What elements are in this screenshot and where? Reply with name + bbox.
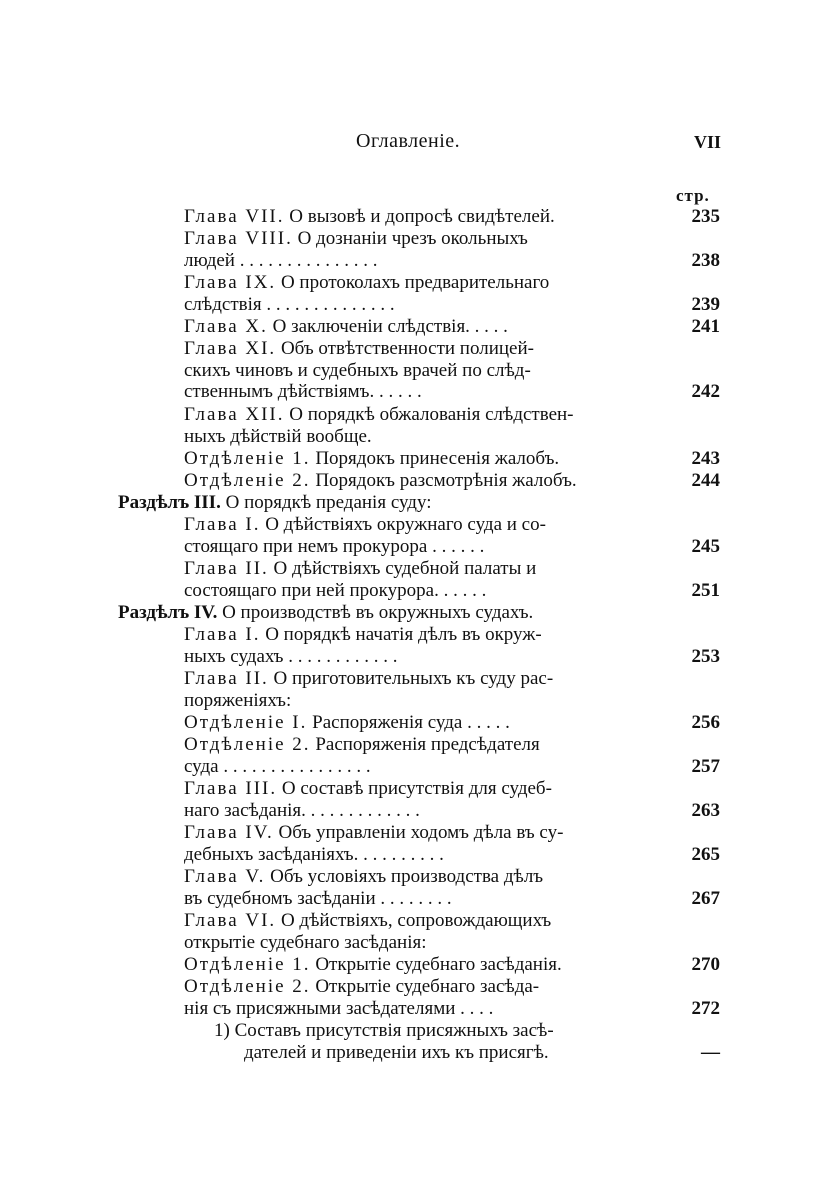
toc-entry-label: Глава VI. — [184, 910, 277, 931]
toc-page-number: 253 — [691, 646, 720, 667]
toc-page-number: 245 — [691, 536, 720, 557]
toc-entry-label: Глава V. — [184, 866, 266, 887]
toc-entry-text: Распоряженія суда . . . . . — [312, 712, 510, 733]
toc-entry-text: Объ условіяхъ производства дѣлъ — [270, 866, 544, 887]
toc-entry-label: Отдѣленіе 1. — [184, 448, 311, 469]
toc-entry-text: состоящаго при ней прокурора. . . . . . — [184, 579, 487, 601]
toc-entry — [184, 404, 574, 447]
toc-entry-label: Раздѣлъ III. — [118, 492, 221, 513]
toc-entry-text: Порядокъ принесенія жалобъ. — [315, 448, 560, 469]
toc-page-number: 272 — [691, 998, 720, 1019]
toc-entry-text: Порядокъ разсмотрѣнія жалобъ. — [315, 470, 577, 491]
toc-page-number: 238 — [691, 250, 720, 271]
toc-entry-text: открытіе судебнаго засѣданія: — [184, 931, 427, 953]
toc-entry-text: Объ управленіи ходомъ дѣла въ су- — [278, 822, 564, 843]
toc-entry — [184, 470, 577, 492]
toc-entry — [184, 316, 508, 338]
toc-entry-text: О порядкѣ обжалованія слѣдствен- — [289, 404, 574, 425]
toc-entry-text: нія съ присяжными засѣдателями . . . . — [184, 997, 494, 1019]
toc-entry-text: О дознаніи чрезъ окольныхъ — [297, 228, 528, 249]
toc-entry-label: Отдѣленіе 2. — [184, 734, 311, 755]
toc-entry-text: дателей и приведеніи ихъ къ присягѣ. — [244, 1041, 549, 1063]
toc-entry-text: О вызовѣ и допросѣ свидѣтелей. — [289, 206, 555, 227]
toc-entry-text: О порядкѣ начатія дѣлъ въ окруж- — [265, 624, 542, 645]
toc-entry-label: Отдѣленіе I. — [184, 712, 308, 733]
toc-entry-text: О приготовительныхъ къ суду рас- — [273, 668, 554, 689]
toc-entry — [184, 712, 510, 734]
toc-entry-text: О порядкѣ преданія суду: — [225, 492, 432, 513]
page-title: Оглавленіе. — [356, 130, 461, 152]
toc-entry — [184, 910, 551, 953]
toc-page-number: 235 — [691, 206, 720, 227]
toc-entry — [184, 624, 542, 667]
toc-page-number: 265 — [691, 844, 720, 865]
toc-page-number: 263 — [691, 800, 720, 821]
toc-entry — [118, 492, 432, 514]
toc-entry-text: суда . . . . . . . . . . . . . . . . — [184, 755, 371, 777]
toc-entry — [118, 602, 533, 624]
toc-entry — [184, 558, 536, 601]
page-number-roman: VII — [694, 132, 722, 152]
page-column-label: стр. — [676, 186, 710, 205]
toc-page-number: 242 — [691, 381, 720, 402]
toc-entry-text: наго засѣданія. . . . . . . . . . . . . — [184, 799, 420, 821]
toc-entry-text: ныхъ дѣйствій вообще. — [184, 425, 372, 447]
toc-page-number: 270 — [691, 954, 720, 975]
toc-entry-text: поряженіяхъ: — [184, 689, 292, 711]
toc-entry-text: стоящаго при немъ прокурора . . . . . . — [184, 535, 485, 557]
toc-page-number: 257 — [691, 756, 720, 777]
toc-entry — [184, 778, 552, 821]
toc-entry — [184, 338, 534, 403]
toc-entry-label: Глава XI. — [184, 338, 277, 359]
toc-entry-text: слѣдствія . . . . . . . . . . . . . . — [184, 293, 395, 315]
toc-entry — [184, 206, 555, 228]
toc-entry-text: дебныхъ засѣданіяхъ. . . . . . . . . . — [184, 843, 444, 865]
toc-entry — [184, 954, 562, 976]
toc-entry-label: Отдѣленіе 2. — [184, 976, 311, 997]
toc-entry-label: 1) — [214, 1020, 230, 1041]
toc-entry-text: О заключеніи слѣдствія. . . . . — [272, 316, 508, 337]
toc-entry-text: Распоряженія предсѣдателя — [315, 734, 540, 755]
toc-entry-text: ныхъ судахъ . . . . . . . . . . . . — [184, 645, 398, 667]
toc-entry-text: О дѣйствіяхъ, сопровождающихъ — [280, 910, 552, 931]
toc-entry — [184, 668, 553, 711]
toc-entry — [184, 866, 543, 909]
toc-page-number: 251 — [691, 580, 720, 601]
toc-entry — [184, 228, 528, 271]
toc-entry — [184, 272, 549, 315]
toc-entry — [184, 734, 540, 777]
toc-entry-text: О производствѣ въ окружныхъ судахъ. — [222, 602, 534, 623]
toc-entry-text: Объ отвѣтственности полицей- — [280, 338, 534, 359]
toc-page-number: 239 — [691, 294, 720, 315]
toc-entry-label: Раздѣлъ IV. — [118, 602, 218, 623]
toc-entry — [184, 822, 563, 865]
toc-entry-text: О составѣ присутствія для судеб- — [281, 778, 552, 799]
toc-entry-label: Глава IV. — [184, 822, 274, 843]
toc-page-number: — — [701, 1042, 720, 1063]
toc-entry-text: Составъ присутствія присяжныхъ засѣ- — [234, 1020, 554, 1041]
toc-entry-text: ственнымъ дѣйствіямъ. . . . . . — [184, 381, 422, 402]
toc-entry — [184, 448, 559, 470]
toc-entry-text: О протоколахъ предварительнаго — [280, 272, 550, 293]
toc-entry — [214, 1020, 554, 1063]
toc-entry-text: Открытіе судебнаго засѣда- — [315, 976, 540, 997]
toc-entry-label: Глава II. — [184, 558, 269, 579]
toc-entry-label: Глава VIII. — [184, 228, 293, 249]
toc-page-number: 243 — [691, 448, 720, 469]
toc-entry-label: Глава III. — [184, 778, 278, 799]
toc-entry — [184, 976, 539, 1019]
toc-entry-text: въ судебномъ засѣданіи . . . . . . . . — [184, 887, 452, 909]
toc-entry-text: людей . . . . . . . . . . . . . . . — [184, 249, 378, 271]
toc-entry-label: Глава XII. — [184, 404, 285, 425]
toc-entry-text: Открытіе судебнаго засѣданія. — [315, 954, 562, 975]
toc-entry-label: Отдѣленіе 2. — [184, 470, 311, 491]
toc-entry-label: Глава X. — [184, 316, 268, 337]
toc-entry-label: Глава II. — [184, 668, 269, 689]
toc-page-number: 267 — [691, 888, 720, 909]
toc-page-number: 244 — [691, 470, 720, 491]
toc-entry-label: Глава VII. — [184, 206, 285, 227]
toc-page-number: 241 — [691, 316, 720, 337]
toc-entry-label: Глава IX. — [184, 272, 277, 293]
toc-page-number: 256 — [691, 712, 720, 733]
toc-entry-label: Глава I. — [184, 514, 261, 535]
toc-entry — [184, 514, 546, 557]
toc-entry-text: скихъ чиновъ и судебныхъ врачей по слѣд- — [184, 359, 531, 381]
toc-entry-label: Глава I. — [184, 624, 261, 645]
toc-entry-text: О дѣйствіяхъ окружнаго суда и со- — [265, 514, 546, 535]
toc-entry-text: О дѣйствіяхъ судебной палаты и — [273, 558, 537, 579]
toc-entry-label: Отдѣленіе 1. — [184, 954, 311, 975]
